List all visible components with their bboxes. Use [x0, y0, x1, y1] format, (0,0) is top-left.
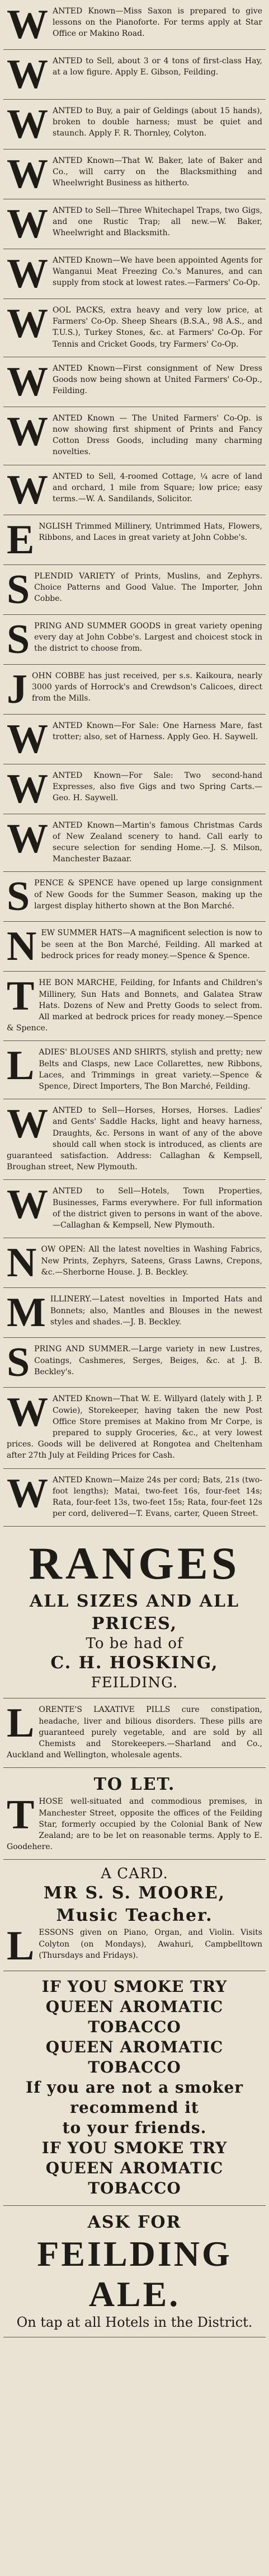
ad-body: ANTED Known — The United Farmers' Co-Op. is now showing first shipment of Prints and Fancy Cotton Dress Goods, including many charming novelties.	[53, 413, 262, 457]
drop-cap: W	[7, 716, 48, 762]
classified-ad	[3, 972, 266, 1041]
ad-text	[7, 1043, 262, 1092]
classified-ad	[3, 515, 266, 565]
ad-body: OW OPEN: All the latest novelties in Washing Fabrics, New Prints, Zephyrs, Sateens, Grass Lawns, Crepons, &c.—Sherborne House. J. B. Beckley.	[41, 1245, 262, 1277]
ad-text	[7, 251, 262, 297]
ale-note: On tap at all Hotels in the District.	[16, 2314, 253, 2331]
drop-cap: W	[7, 52, 48, 97]
classified-ad	[3, 814, 266, 872]
tobacco-line: QUEEN AROMATIC TOBACCO	[45, 2038, 224, 2077]
ad-body: ANTED to Sell—Three Whitechapel Traps, two Gigs, and one Rustic Trap; all new.—W. Baker, Wheelwright and Blacksmith.	[53, 206, 262, 238]
ad-body: ANTED to Sell, about 3 or 4 tons of first-class Hay, at a low figure. Apply E. Gibson, Feilding.	[53, 57, 262, 77]
ad-text	[7, 52, 262, 97]
classified-ad	[3, 100, 266, 150]
ad-text	[7, 1290, 262, 1336]
drop-cap: W	[7, 301, 48, 347]
classified-ad	[3, 199, 266, 249]
classified-ad	[3, 615, 266, 665]
ad-body: ANTED Known—That W. E. Willyard (lately with J. P. Cowie), Storekeeper, having taken the new Post Office Store premises at Makino from Mr Corpe, is prepared to supply Groceries, &c., at very lowest prices. Goods will be delivered at Rongotea and Cheltenham after 27th July at Feilding Prices for Cash.	[7, 1394, 262, 1460]
ad-body: HOSE well-situated and commodious premises, in Manchester Street, opposite the offices of the Feilding Star, formerly occupied by the Colonial Bank of New Zealand; are to be let on reasonable terms. Apply to E. Goodehere.	[7, 1797, 262, 1852]
ad-body: ANTED to Sell, 4-roomed Cottage, ¼ acre of land and orchard, 1 mile from Square; low price; easy terms.—W. A. Sandilands, Solicitor.	[53, 472, 262, 504]
ad-text	[7, 101, 262, 147]
ad-text	[7, 566, 262, 613]
drop-cap: W	[7, 2, 48, 48]
drop-cap: W	[7, 408, 48, 455]
drop-cap: S	[7, 1340, 30, 1386]
classified-ad	[3, 1099, 266, 1180]
ad-body: ANTED Known—First consignment of New Dress Goods now being shown at United Farmers' Co-Op., Feilding.	[53, 363, 262, 396]
ad-body: ANTED to Buy, a pair of Geldings (about 15 hands), broken to double harness; must be quiet and staunch. Apply F. R. Thornley, Colyton.	[53, 106, 262, 138]
tobacco-line: to your friends.	[62, 2118, 207, 2138]
ranges-title: RANGES	[29, 1538, 240, 1589]
classified-ad	[3, 1180, 266, 1238]
ad-body: ANTED Known—Miss Saxon is prepared to give lessons on the Pianoforte. For terms apply at Star Office or Makino Road.	[53, 7, 262, 39]
tolet-title: TO LET.	[93, 1775, 176, 1795]
drop-cap: N	[7, 1240, 37, 1286]
classified-ad	[3, 715, 266, 764]
tobacco-ad	[3, 1971, 266, 2206]
classified-ad	[3, 1041, 266, 1099]
ad-body: ANTED to Sell—Horses, Horses, Horses. Ladies' and Gents' Saddle Hacks, light and heavy harness, Draughts, &c. Persons in want of any of the above should call when stock is introduced, as clients are guaranteed satisfaction. Address: Callaghan & Kempsell, Broughan street, New Plymouth.	[7, 1106, 262, 1172]
drop-cap: E	[7, 516, 35, 563]
ranges-line1: ALL SIZES AND ALL PRICES,	[29, 1592, 240, 1634]
ad-text	[7, 716, 262, 762]
card-name: MR S. S. MOORE,	[43, 1883, 226, 1903]
ad-text	[7, 1470, 262, 1520]
classified-ad	[3, 565, 266, 615]
classified-ad	[3, 299, 266, 357]
tobacco-line: IF YOU SMOKE TRY	[41, 1977, 228, 1996]
ad-text	[7, 616, 262, 662]
ad-text	[7, 358, 262, 405]
classified-ad	[3, 150, 266, 199]
ad-body: ORENTE'S LAXATIVE PILLS cure constipation, headache, liver and bilious disorders. These pills are guaranteed purely vegetable, and are sold by all Chemists and Storekeepers.—Sharland and Co., Auckland and Wellington, wholesale agents.	[7, 1705, 262, 1760]
classified-ad	[3, 1238, 266, 1288]
drop-cap: W	[7, 1182, 48, 1228]
classified-ad	[3, 922, 266, 972]
ad-body: ILLINERY.—Latest novelties in Imported Hats and Bonnets; also, Mantles and Blouses in the newest styles and shades.—J. B. Beckley.	[50, 1295, 262, 1327]
ad-body: ANTED Known—Martin's famous Christmas Cards of New Zealand scenery to hand. Call early to secure selection for sending Home.—J. S. Milson, Manchester Bazaar.	[53, 820, 262, 864]
ranges-place: FEILDING.	[91, 1674, 178, 1692]
drop-cap: L	[7, 1923, 35, 1970]
classified-ad	[3, 50, 266, 100]
tobacco-line: If you are not a smoker recommend it	[25, 2078, 244, 2117]
ad-text	[7, 1792, 262, 1852]
drop-cap: W	[7, 1101, 48, 1147]
ad-text	[7, 1182, 262, 1231]
ad-text	[7, 408, 262, 458]
ad-text	[7, 1101, 262, 1173]
classified-ad	[3, 249, 266, 299]
ad-text	[7, 516, 262, 563]
ale-ask: ASK FOR	[87, 2213, 182, 2233]
drop-cap: M	[7, 1290, 46, 1336]
drop-cap: W	[7, 766, 48, 812]
ad-text	[7, 874, 262, 920]
ad-text	[7, 466, 262, 513]
tobacco-line: QUEEN AROMATIC TOBACCO	[45, 2159, 224, 2198]
classified-ad	[3, 407, 266, 465]
classified-ad	[3, 764, 266, 814]
drop-cap: L	[7, 1043, 35, 1089]
ad-text	[7, 1923, 262, 1970]
ad-body: ANTED Known—That W. Baker, late of Baker and Co., will carry on the Blacksmithing and Wheelwright Business as hitherto.	[53, 156, 262, 188]
ad-body: EW SUMMER HATS—A magnificent selection is now to be seen at the Bon Marché, Feilding. All marked at bedrock prices for ready money.—Spence & Spence.	[41, 928, 262, 960]
classified-ad	[3, 1338, 266, 1388]
classified-ad	[3, 665, 266, 715]
ad-body: ANTED Known—We have been appointed Agents for Wanganui Meat Freezing Co.'s Manures, and can supply from stock at lowest rates.—Farmers' Co-Op.	[53, 256, 262, 288]
drop-cap: S	[7, 616, 30, 662]
ad-body: PLENDID VARIETY of Prints, Muslins, and Zephyrs. Choice Patterns and Good Value. The Importer, John Cobbe.	[34, 571, 262, 604]
ad-text	[7, 1389, 262, 1461]
ad-text	[7, 1240, 262, 1286]
ad-text	[7, 301, 262, 350]
drop-cap: T	[7, 973, 35, 1020]
drop-cap: W	[7, 466, 48, 513]
ad-text	[7, 2, 262, 48]
ad-text	[7, 973, 262, 1034]
tolet-ad	[3, 1768, 266, 1860]
drop-cap: W	[7, 1389, 48, 1436]
ad-text	[7, 923, 262, 970]
classified-ad	[3, 0, 266, 50]
drop-cap: W	[7, 1470, 48, 1516]
card-role: Music Teacher.	[56, 1906, 213, 1926]
drop-cap: W	[7, 101, 48, 147]
classified-ad	[3, 1388, 266, 1468]
ad-text	[7, 151, 262, 197]
drop-cap: T	[7, 1792, 35, 1838]
card-label: A CARD.	[101, 1865, 168, 1883]
drop-cap: S	[7, 566, 30, 613]
drop-cap: W	[7, 151, 48, 197]
ad-body: HE BON MARCHE, Feilding, for Infants and Children's Millinery, Sun Hats and Bonnets, and Galatea Straw Hats. Dozens of New and Pretty Goods to select from. All marked at bedrock prices for ready money.—Spence & Spence.	[7, 978, 262, 1033]
ad-text	[7, 666, 262, 712]
ad-body: PRING AND SUMMER GOODS in great variety opening every day at John Cobbe's. Largest and choicest stock in the district to choose from.	[34, 621, 262, 654]
ad-text	[7, 815, 262, 865]
drop-cap: W	[7, 201, 48, 247]
drop-cap: L	[7, 1700, 35, 1747]
drop-cap: W	[7, 358, 48, 405]
ad-body: PRING AND SUMMER.—Large variety in new Lustres, Coatings, Cashmeres, Serges, Beiges, &c. at J. B. Beckley's.	[34, 1345, 262, 1376]
drop-cap: S	[7, 874, 30, 920]
classified-ad	[3, 357, 266, 407]
ale-ad	[3, 2206, 266, 2337]
ad-body: ESSONS given on Piano, Organ, and Violin. Visits Colyton (on Mondays), Awahuri, Campbelltown (Thursdays and Fridays).	[39, 1928, 262, 1960]
ad-body: OHN COBBE has just received, per s.s. Kaikoura, nearly 3000 yards of Horrock's and Crewdson's Calicoes, direct from the Mills.	[32, 671, 262, 703]
ranges-name: C. H. HOSKING,	[50, 1653, 219, 1673]
ad-body: OOL PACKS, extra heavy and very low price, at Farmers' Co-Op. Sheep Shears (B.S.A., 98 A.S., and T.U.S.), Turkey Stones, &c. at Farmers' Co-Op. For Tennis and Cricket Goods, try Farmers' Co-Op.	[53, 306, 262, 349]
music-card-ad	[3, 1860, 266, 1971]
classified-ad	[3, 465, 266, 515]
classified-ad	[3, 872, 266, 922]
ad-text	[7, 201, 262, 247]
drop-cap: W	[7, 815, 48, 862]
ad-body: NGLISH Trimmed Millinery, Untrimmed Hats, Flowers, Ribbons, and Laces in great variety at John Cobbe's.	[39, 521, 262, 542]
ad-body: ANTED Known—Maize 24s per cord; Bats, 21s (two-foot lengths); Matai, two-feet 16s, four-feet 14s; Rata, four-feet 13s, two-feet 15s; Rata, four-feet 12s per cord, delivered—T. Evans, carter, Queen Street.	[53, 1475, 262, 1519]
tobacco-line: QUEEN AROMATIC TOBACCO	[45, 1998, 224, 2037]
ranges-ad	[3, 1527, 266, 1698]
ale-title: FEILDING ALE.	[37, 2234, 232, 2314]
ad-body: ANTED Known—For Sale: One Harness Mare, fast trotter; also, set of Harness. Apply Geo. H. Saywell.	[53, 721, 262, 741]
ad-text	[7, 1340, 262, 1386]
ad-body: PENCE & SPENCE have opened up large consignment of New Goods for the Summer Season, making up the largest display hitherto shown at the Bon Marché.	[34, 879, 262, 911]
ad-text	[7, 1700, 262, 1761]
ad-body: ADIES' BLOUSES AND SHIRTS, stylish and pretty; new Belts and Clasps, new Lace Collarettes, new Ribbons, Laces, and Trimmings in great variety.—Spence & Spence, Direct Importers, The Bon Marché, Feilding.	[39, 1048, 262, 1091]
ranges-line2: To be had of	[86, 1635, 183, 1653]
classified-ad	[3, 1469, 266, 1527]
ad-body: ANTED to Sell—Hotels, Town Properties, Businesses, Farms everywhere. For full information of the district given to persons in want of the above.—Callaghan & Kempsell, New Plymouth.	[53, 1187, 262, 1230]
tobacco-line: IF YOU SMOKE TRY	[41, 2139, 228, 2158]
lorente-ad	[3, 1698, 266, 1768]
ad-text	[7, 766, 262, 812]
drop-cap: J	[7, 666, 27, 712]
drop-cap: W	[7, 251, 48, 297]
drop-cap: N	[7, 923, 37, 970]
ad-body: ANTED Known—For Sale: Two second-hand Expresses, also five Gigs and two Spring Carts.—Geo. H. Saywell.	[53, 771, 262, 803]
classified-ad	[3, 1288, 266, 1338]
